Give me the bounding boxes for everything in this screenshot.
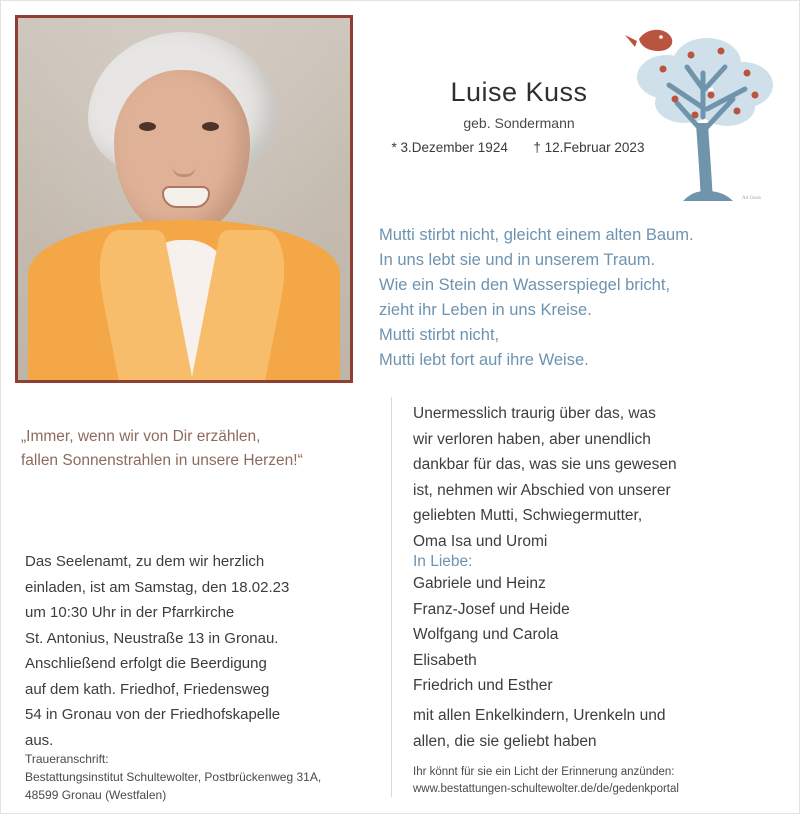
family-member: Gabriele und Heinz	[413, 575, 546, 592]
poem-line: Mutti stirbt nicht,	[379, 326, 500, 344]
candle-note-line: Ihr könnt für sie ein Licht der Erinnerung anzünden:	[413, 766, 675, 778]
eulogy-text	[413, 401, 763, 554]
portrait-nose	[172, 146, 196, 177]
quote-line: fallen Sonnenstrahlen in unsere Herzen!“	[21, 452, 303, 469]
family-member: Franz-Josef und Heide	[413, 600, 570, 618]
family-member: Elisabeth	[413, 651, 477, 669]
family-list	[413, 571, 763, 699]
eulogy-line: Unermesslich traurig über das, was	[413, 405, 656, 422]
life-dates	[353, 140, 683, 155]
invitation-line: einladen, ist am Samstag, den 18.02.23	[25, 578, 290, 596]
memorial-portal-link[interactable]: www.bestattungen-schultewolter.de/de/gedenkportal	[413, 783, 679, 795]
eulogy-line: wir verloren haben, aber unendlich	[413, 430, 651, 448]
address-line: 48599 Gronau (Westfalen)	[25, 788, 167, 802]
invitation-line: 54 in Gronau von der Friedhofskapelle	[25, 706, 281, 723]
funeral-invitation	[25, 549, 373, 753]
poem	[379, 223, 779, 373]
memorial-quote	[21, 425, 371, 473]
portrait-eye-left	[139, 122, 156, 131]
grandchildren-line: allen, die sie geliebt haben	[413, 732, 597, 750]
birth-date: * 3.Dezember 1924	[391, 140, 508, 155]
bird-icon	[625, 30, 672, 51]
portrait-frame	[15, 15, 353, 383]
family-member: Friedrich und Esther	[413, 677, 553, 694]
portrait-mouth	[162, 186, 210, 208]
mourning-address	[25, 750, 375, 804]
portrait-eye-right	[202, 122, 219, 131]
quote-line: „Immer, wenn wir von Dir erzählen,	[21, 428, 261, 445]
poem-line: Mutti stirbt nicht, gleicht einem alten Baum.	[379, 226, 694, 244]
poem-line: In uns lebt sie und in unserem Traum.	[379, 251, 656, 269]
eulogy-line: Oma Isa und Uromi	[413, 532, 548, 550]
invitation-line: Anschließend erfolgt die Beerdigung	[25, 655, 267, 672]
eulogy-line: geliebten Mutti, Schwiegermutter,	[413, 507, 643, 524]
address-line: Bestattungsinstitut Schultewolter, Postbrückenweg 31A,	[25, 770, 322, 784]
invitation-line: aus.	[25, 731, 54, 749]
invitation-line: auf dem kath. Friedhof, Friedensweg	[25, 680, 270, 698]
memorial-tree-icon	[603, 11, 785, 207]
eulogy-line: dankbar für das, was sie uns gewesen	[413, 456, 677, 473]
poem-line: zieht ihr Leben in uns Kreise.	[379, 301, 592, 319]
address-line: Traueranschrift:	[25, 752, 109, 766]
tree-signature: Art Oasis	[741, 196, 761, 201]
portrait-photo	[18, 18, 350, 380]
family-member: Wolfgang und Carola	[413, 626, 559, 643]
poem-line: Mutti lebt fort auf ihre Weise.	[379, 351, 589, 369]
invitation-line: St. Antonius, Neustraße 13 in Gronau.	[25, 629, 279, 647]
eulogy-line: ist, nehmen wir Abschied von unserer	[413, 481, 671, 499]
grandchildren-line: mit allen Enkelkindern, Urenkeln und	[413, 707, 666, 724]
memorial-candle-note	[413, 764, 773, 798]
death-date: † 12.Februar 2023	[533, 140, 645, 155]
grandchildren-note	[413, 703, 763, 754]
maiden-name: geb. Sondermann	[463, 115, 575, 131]
in-liebe-label: In Liebe:	[413, 553, 473, 570]
invitation-line: um 10:30 Uhr in der Pfarrkirche	[25, 604, 235, 621]
page-title: Luise Kuss	[450, 77, 588, 107]
invitation-line: Das Seelenamt, zu dem wir herzlich	[25, 553, 265, 570]
vertical-divider	[391, 397, 392, 797]
poem-line: Wie ein Stein den Wasserspiegel bricht,	[379, 276, 671, 294]
